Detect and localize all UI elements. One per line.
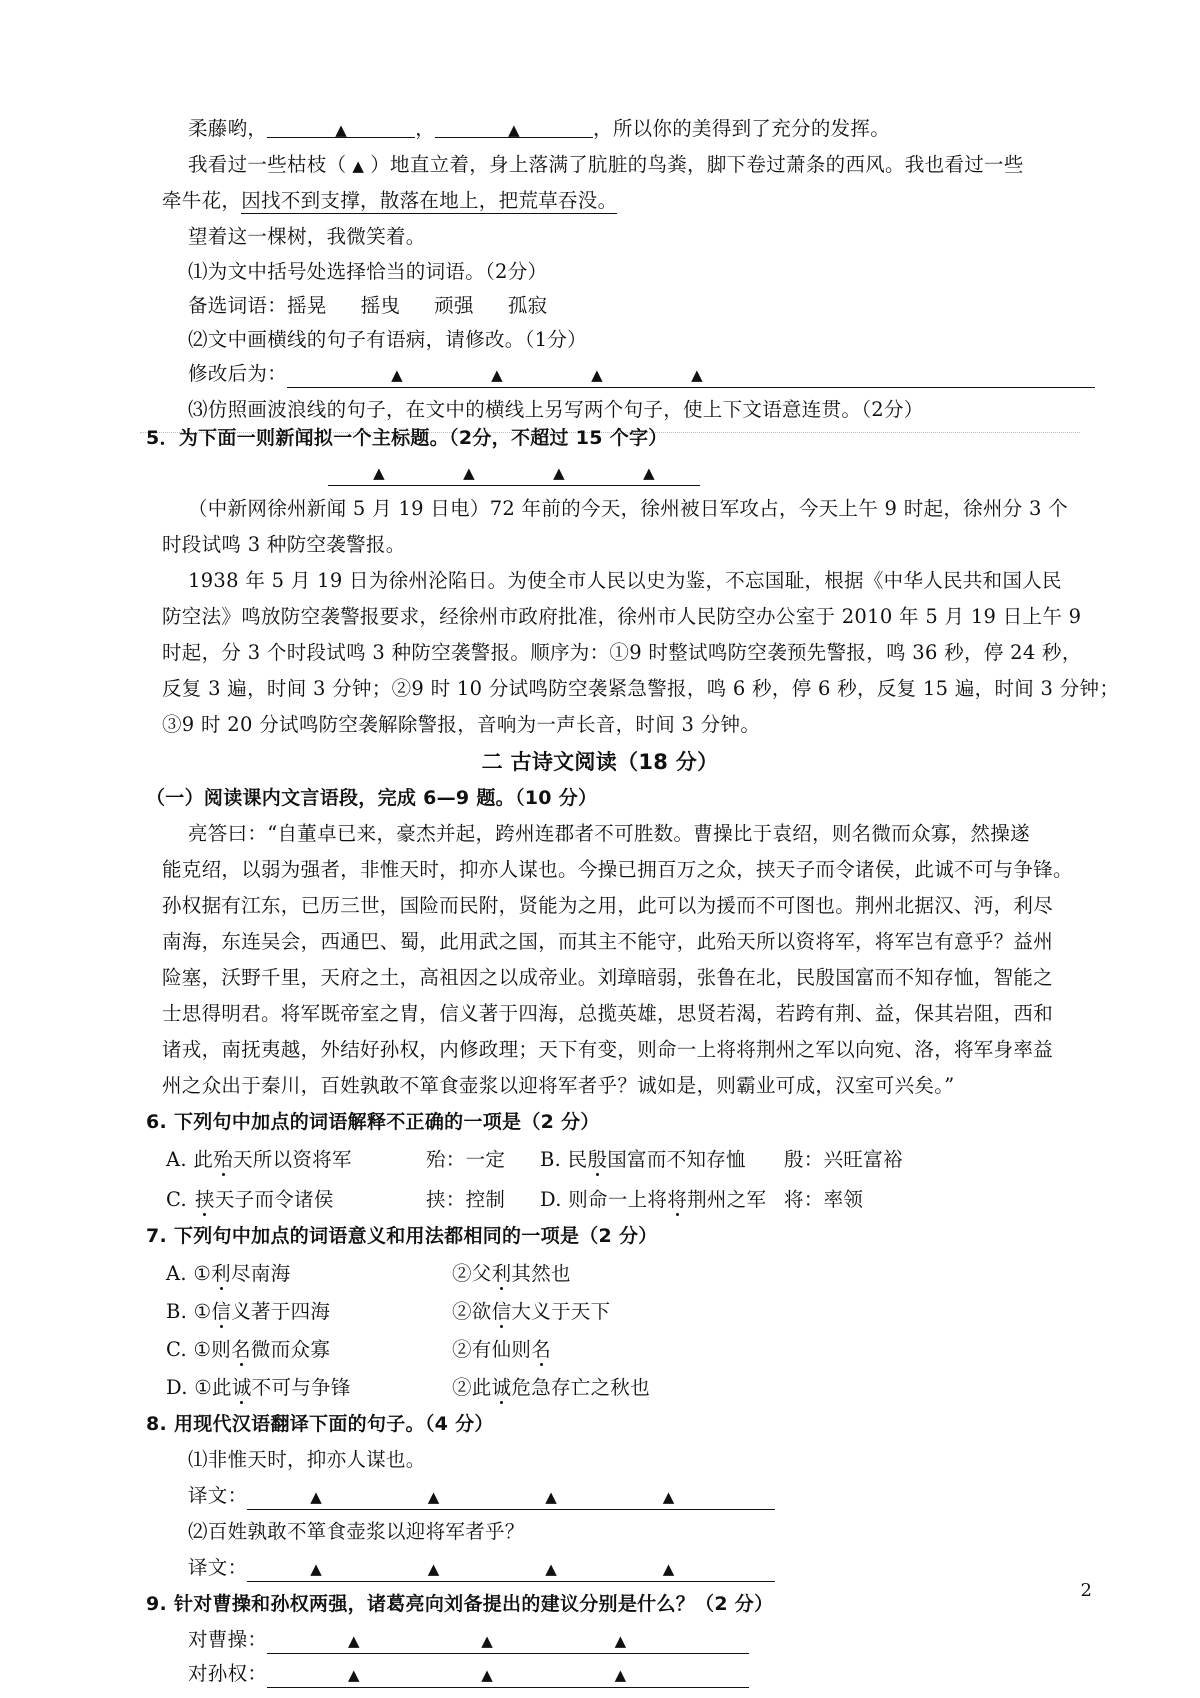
page-number: 2 (1080, 1580, 1092, 1601)
classical-line-5: 险塞，沃野千里，天府之土，高祖因之以成帝业。刘璋暗弱，张鲁在北，民殷国富而不知存恤，智能之 (162, 966, 1054, 989)
question-6: 6. 下列句中加点的词语解释不正确的一项是（2 分） (146, 1111, 600, 1133)
q7-option-a[interactable]: A. ①利尽南海 (166, 1262, 291, 1285)
dotted-char: 名 (531, 1338, 552, 1361)
line-3: 牵牛花，因找不到支撑，散落在地上，把荒草吞没。 (162, 189, 618, 212)
q6-option-a[interactable]: A. 此殆天所以资将军 (166, 1148, 352, 1171)
q7-option-b-2: ②欲信大义于天下 (452, 1300, 611, 1323)
revision-blank[interactable]: ▲ ▲ ▲ ▲ (287, 365, 1095, 388)
dotted-char: 信 (211, 1300, 232, 1323)
news-line-5: 时起，分 3 个时段试鸣 3 种防空袭警报。顺序为：①9 时整试鸣防空袭预先警报，鸣 36 秒，停 24 秒， (162, 641, 1082, 664)
faulty-sentence: 因找不到支撑，散落在地上，把荒草吞没。 (241, 189, 618, 212)
classical-line-8: 州之众出于秦川，百姓孰敢不箪食壶浆以迎将军者乎？诚如是，则霸业可成，汉室可兴矣。” (162, 1074, 955, 1097)
dotted-char: 挟 (195, 1188, 215, 1211)
classical-line-1: 亮答曰：“自董卓已来，豪杰并起，跨州连郡者不可胜数。曹操比于袁绍，则名微而众寡，然操遂 (188, 822, 1030, 845)
news-line-7: ③9 时 20 分试鸣防空袭解除警报，音响为一声长音，时间 3 分钟。 (162, 713, 761, 736)
classical-line-3: 孙权据有江东，已历三世，国险而民附，贤能为之用，此可以为援而不可图也。荆州北据汉、沔，利尽 (162, 894, 1054, 917)
q7-option-d[interactable]: D. ①此诚不可与争锋 (166, 1376, 351, 1399)
question-8: 8. 用现代汉语翻译下面的句子。（4 分） (146, 1413, 494, 1435)
dotted-char: 诚 (491, 1376, 512, 1399)
q6-option-b[interactable]: B. 民殷国富而不知存恤 (540, 1148, 746, 1171)
revision-line: 修改后为： ▲ ▲ ▲ ▲ (188, 360, 1095, 388)
dotted-char: 将 (667, 1188, 688, 1211)
translation-blank[interactable]: ▲ ▲ ▲ ▲ (247, 1559, 775, 1582)
dotted-char: 殆 (213, 1148, 233, 1171)
classical-line-7: 诸戎，南抚夷越，外结好孙权，内修政理；天下有变，则命一上将将荆州之军以向宛、洛，将军身率益 (162, 1038, 1054, 1061)
word-options: 备选词语：摇晃 摇曳 顽强 孤寂 (188, 294, 548, 317)
news-line-3: 1938 年 5 月 19 日为徐州沦陷日。为使全市人民以史为鉴，不忘国耻，根据《中华人民共和国人民 (188, 569, 1062, 592)
subsection-1-title: （一）阅读课内文言语段，完成 6—9 题。（10 分） (146, 787, 598, 809)
answer-blank[interactable]: ▲ ▲ ▲ (267, 1631, 749, 1654)
q8-translation-1: 译文： ▲ ▲ ▲ ▲ (188, 1482, 775, 1510)
q7-option-c-2: ②有仙则名 (452, 1338, 552, 1361)
q6-option-a-answer: 殆：一定 (426, 1148, 506, 1171)
answer-triangle[interactable]: ▲ (352, 157, 365, 175)
dotted-char: 殷 (587, 1148, 608, 1171)
q6-option-c[interactable]: C. 挟天子而令诸侯 (166, 1188, 334, 1211)
q9-cao-cao: 对曹操： ▲ ▲ ▲ (188, 1626, 749, 1654)
answer-blank[interactable]: ▲ (435, 115, 593, 138)
dotted-char: 利 (211, 1262, 231, 1285)
dotted-char: 信 (491, 1300, 512, 1323)
news-line-4: 防空法》鸣放防空袭警报要求，经徐州市政府批准，徐州市人民防空办公室于 2010 年 5 月 19 日上午 9 (162, 605, 1082, 628)
question-5: 5．为下面一则新闻拟一个主标题。（2分，不超过 15 个字） (146, 427, 668, 449)
question-9: 9. 针对曹操和孙权两强，诸葛亮向刘备提出的建议分别是什么？（2 分） (146, 1593, 774, 1615)
q6-option-d[interactable]: D. 则命一上将将荆州之军 (540, 1188, 767, 1211)
q8-sentence-2: ⑵百姓孰敢不箪食壶浆以迎将军者乎？ (188, 1520, 525, 1543)
news-line-2: 时段试鸣 3 种防空袭警报。 (162, 533, 406, 556)
q7-option-d-2: ②此诚危急存亡之秋也 (452, 1376, 651, 1399)
line-2: 我看过一些枯枝（ ▲ ）地直立着，身上落满了肮脏的鸟粪，脚下卷过萧条的西风。我也看过一些 (188, 153, 1024, 176)
question-4-2: ⑵文中画横线的句子有语病，请修改。（1分） (188, 328, 587, 351)
dotted-char: 利 (491, 1262, 512, 1285)
q8-sentence-1: ⑴非惟天时，抑亦人谋也。 (188, 1448, 426, 1471)
classical-line-2: 能克绍，以弱为强者，非惟天时，抑亦人谋也。今操已拥百万之众，挟天子而令诸侯，此诚不可与争锋。 (162, 858, 1073, 881)
q7-option-b[interactable]: B. ①信义著于四海 (166, 1300, 331, 1323)
q6-option-d-answer: 将：率领 (784, 1188, 864, 1211)
answer-blank[interactable]: ▲ ▲ ▲ (267, 1665, 749, 1688)
question-7: 7. 下列句中加点的词语意义和用法都相同的一项是（2 分） (146, 1225, 658, 1247)
news-line-1: （中新网徐州新闻 5 月 19 日电）72 年前的今天，徐州被日军攻占，今天上午 9 时起，徐州分 3 个 (188, 497, 1069, 520)
q6-option-b-answer: 殷：兴旺富裕 (784, 1148, 903, 1171)
q9-sun-quan: 对孙权： ▲ ▲ ▲ (188, 1660, 749, 1688)
section-2-title: 二 古诗文阅读（18 分） (481, 750, 719, 774)
translation-blank[interactable]: ▲ ▲ ▲ ▲ (247, 1487, 775, 1510)
line-4: 望着这一棵树，我微笑着。 (188, 225, 426, 248)
line-1: 柔藤哟， ▲ ， ▲ ，所以你的美得到了充分的发挥。 (188, 117, 891, 140)
q6-option-c-answer: 挟：控制 (426, 1188, 506, 1211)
q7-option-c[interactable]: C. ①则名微而众寡 (166, 1338, 331, 1361)
news-line-6: 反复 3 遍，时间 3 分钟；②9 时 10 分试鸣防空袭紧急警报，鸣 6 秒，停 6 秒，反复 15 遍，时间 3 分钟； (162, 677, 1120, 700)
dotted-char: 诚 (231, 1376, 252, 1399)
classical-line-4: 南海，东连吴会，西通巴、蜀，此用武之国，而其主不能守，此殆天所以资将军，将军岂有意乎？益州 (162, 930, 1054, 953)
headline-blank-line (328, 458, 700, 486)
headline-blank[interactable]: ▲ ▲ ▲ ▲ (328, 463, 700, 486)
q8-translation-2: 译文： ▲ ▲ ▲ ▲ (188, 1554, 775, 1582)
answer-blank[interactable]: ▲ (267, 115, 415, 138)
q7-option-a-2: ②父利其然也 (452, 1262, 571, 1285)
question-4-3: ⑶仿照画波浪线的句子，在文中的横线上另写两个句子，使上下文语意连贯。（2分） (188, 398, 924, 421)
classical-line-6: 士思得明君。将军既帝室之胄，信义著于四海，总揽英雄，思贤若渴，若跨有荆、益，保其岩阻，西和 (162, 1002, 1054, 1025)
question-4-1: ⑴为文中括号处选择恰当的词语。（2分） (188, 260, 548, 283)
dotted-char: 名 (231, 1338, 251, 1361)
